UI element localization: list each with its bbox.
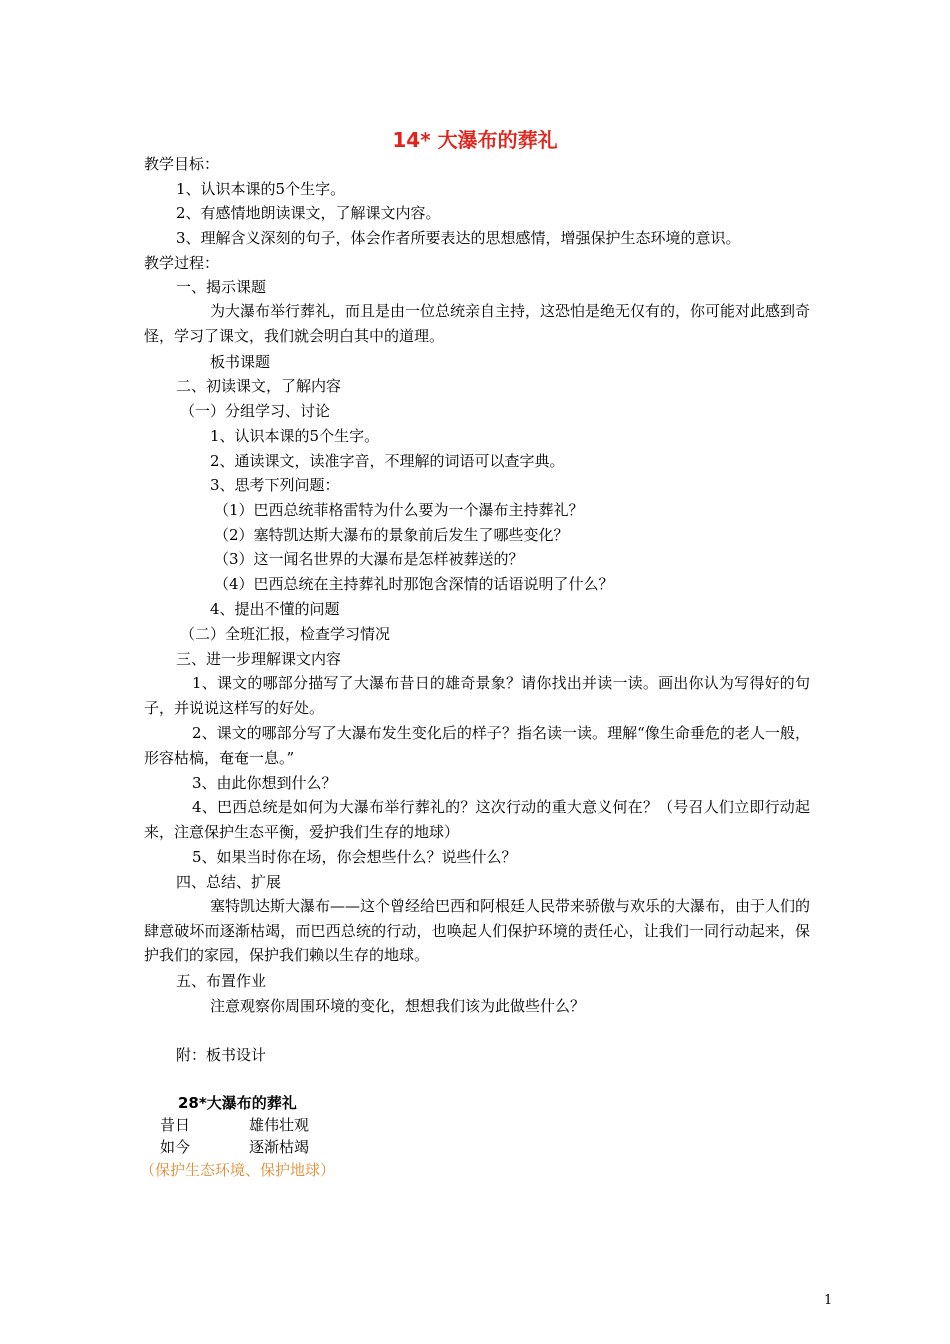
section-3-item-2: 2、课文的哪部分写了大瀑布发生变化后的样子？指名读一读。理解“像生命垂危的老人一般，形容枯槁，奄奄一息。” (144, 724, 810, 767)
section-2-question-2: （2）塞特凯达斯大瀑布的景象前后发生了哪些变化？ (214, 526, 569, 544)
section-2-step-4: 4、提出不懂的问题 (210, 600, 340, 618)
board-design-row-1-left: 昔日 (160, 1116, 191, 1134)
section-1-heading: 一、揭示课题 (176, 278, 267, 296)
objectives-heading: 教学目标： (144, 155, 220, 173)
board-design-row-2-left: 如今 (160, 1138, 191, 1156)
section-1-board: 板书课题 (210, 353, 271, 371)
section-2-heading: 二、初读课文，了解内容 (176, 377, 342, 395)
section-2-step-1: 1、认识本课的5个生字。 (210, 427, 380, 445)
section-2-step-2: 2、通读课文，读准字音，不理解的词语可以查字典。 (210, 452, 565, 470)
section-2-question-3: （3）这一闻名世界的大瀑布是怎样被葬送的？ (214, 550, 524, 568)
objective-3: 3、理解含义深刻的句子，体会作者所要表达的思想感情，增强保护生态环境的意识。 (176, 229, 741, 247)
section-2-question-1: （1）巴西总统菲格雷特为什么要为一个瀑布主持葬礼？ (214, 501, 584, 519)
board-design-note: （保护生态环境、保护地球） (140, 1161, 336, 1179)
section-4-text: 塞特凯达斯大瀑布——这个曾经给巴西和阿根廷人民带来骄傲与欢乐的大瀑布，由于人们的肆意破坏而逐渐枯竭，而巴西总统的行动，也唤起人们保护环境的责任心，让我们一同行动起来，保护我们的家园，保护我们赖以生存的地球。 (144, 897, 811, 965)
section-1-intro: 为大瀑布举行葬礼，而且是由一位总统亲自主持，这恐怕是绝无仅有的，你可能对此感到奇怪，学习了课文，我们就会明白其中的道理。 (144, 302, 811, 345)
section-3-item-3: 3、由此你想到什么？ (192, 774, 337, 792)
section-5-heading: 五、布置作业 (176, 972, 267, 990)
document-title: 14* 大瀑布的葬礼 (392, 128, 558, 152)
section-2-group-heading: （一）分组学习、讨论 (180, 402, 331, 420)
section-3-item-4: 4、巴西总统是如何为大瀑布举行葬礼的？这次行动的重大意义何在？（号召人们立即行动起来，注意保护生态平衡，爱护我们生存的地球） (144, 798, 810, 841)
section-2-question-4: （4）巴西总统在主持葬礼时那饱含深情的话语说明了什么？ (214, 575, 614, 593)
section-3-item-5: 5、如果当时你在场，你会想些什么？说些什么？ (192, 848, 517, 866)
section-2-step-3: 3、思考下列问题： (210, 476, 340, 494)
section-2-report-heading: （二）全班汇报，检查学习情况 (180, 625, 391, 643)
page-number: 1 (824, 1293, 833, 1308)
board-design-title: 28*大瀑布的葬礼 (178, 1094, 297, 1112)
section-3-item-1: 1、课文的哪部分描写了大瀑布昔日的雄奇景象？请你找出并读一读。画出你认为写得好的句子，并说说这样写的好处。 (144, 674, 810, 717)
board-design-row-1-right: 雄伟壮观 (249, 1116, 310, 1134)
section-3-heading: 三、进一步理解课文内容 (176, 650, 342, 668)
objective-1: 1、认识本课的5个生字。 (176, 180, 346, 198)
appendix-heading: 附：板书设计 (176, 1046, 267, 1064)
objective-2: 2、有感情地朗读课文，了解课文内容。 (176, 204, 441, 222)
process-heading: 教学过程： (144, 254, 220, 272)
board-design-row-2-right: 逐渐枯竭 (249, 1138, 310, 1156)
section-4-heading: 四、总结、扩展 (176, 873, 282, 891)
section-5-text: 注意观察你周围环境的变化，想想我们该为此做些什么？ (210, 997, 586, 1015)
